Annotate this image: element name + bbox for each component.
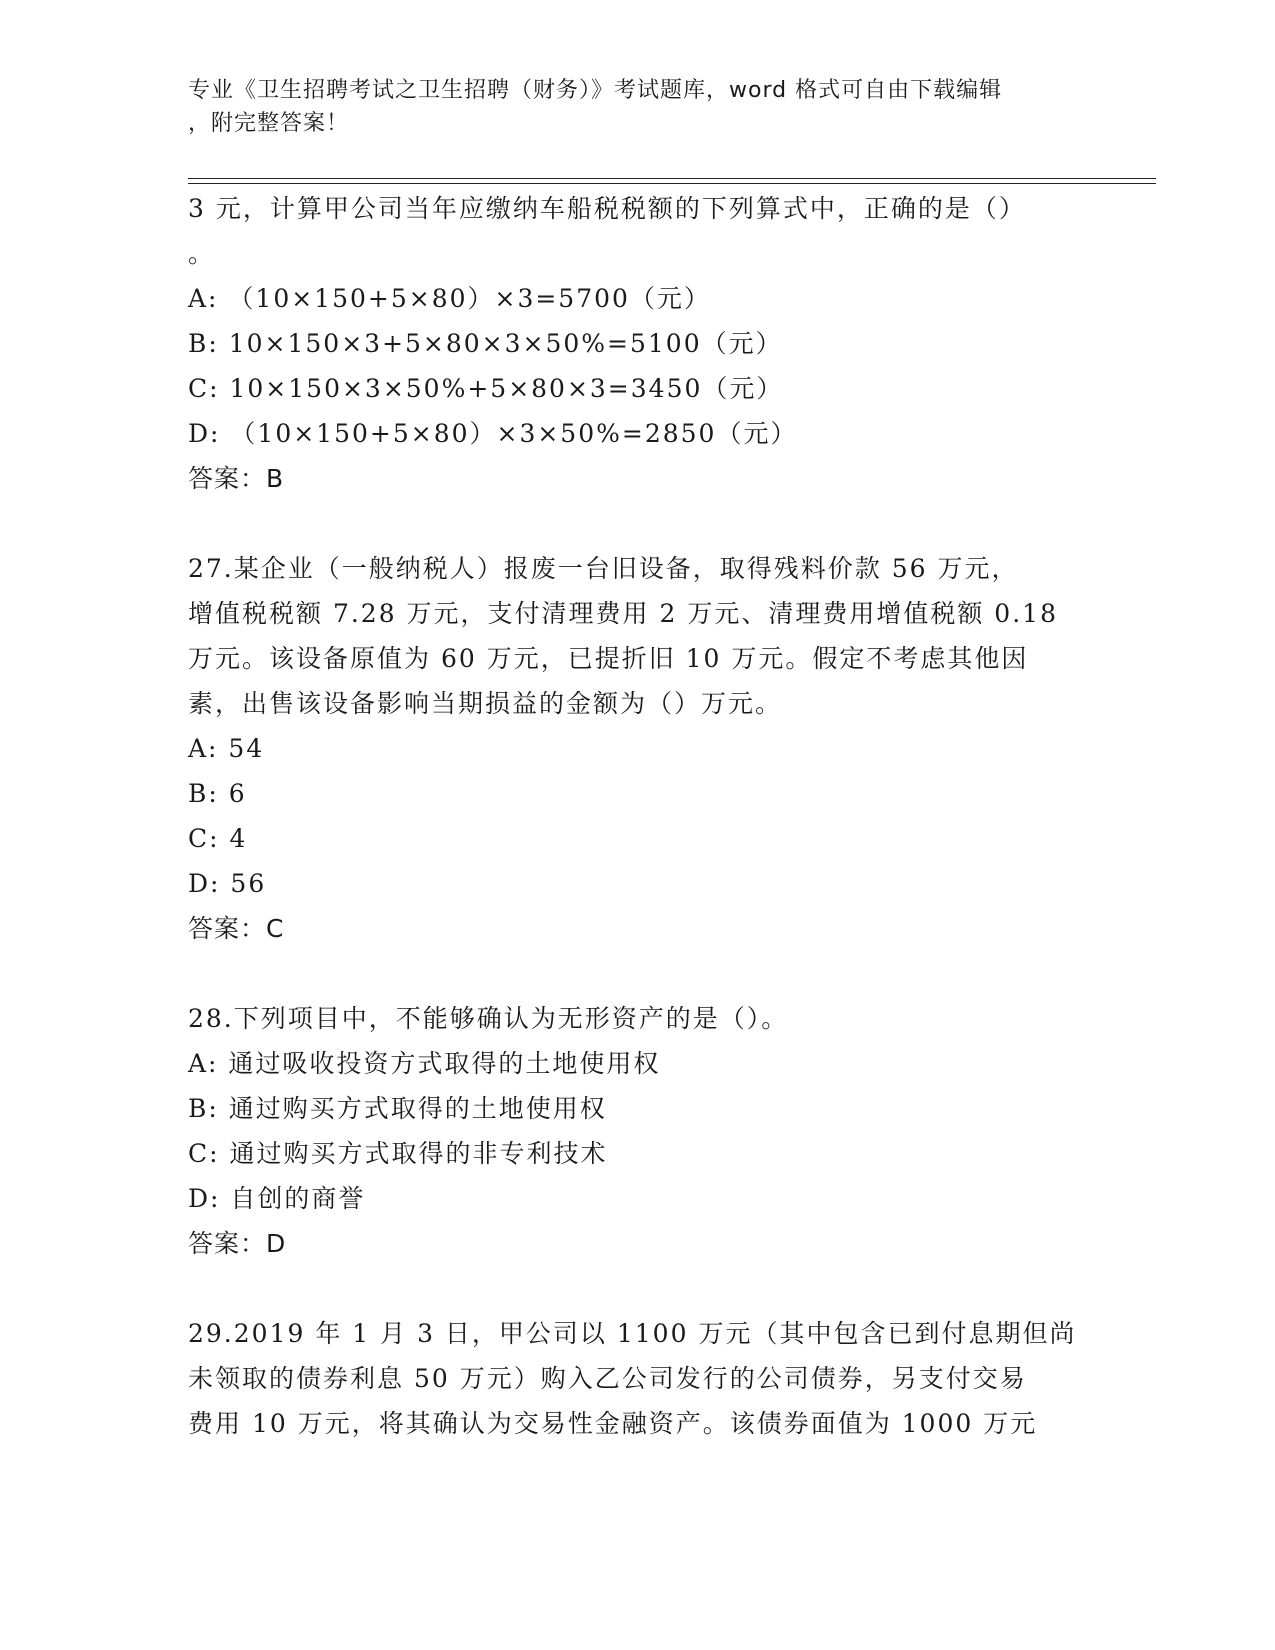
option-a: A: （10×150+5×80）×3=5700（元） <box>188 284 711 313</box>
option-a: A: 通过吸收投资方式取得的土地使用权 <box>188 1049 661 1078</box>
document-header <box>188 74 1068 140</box>
question-stem-line: 万元。该设备原值为 60 万元，已提折旧 10 万元。假定不考虑其他因 <box>188 644 1029 673</box>
question-29 <box>188 1311 1088 1446</box>
spacer <box>188 951 1088 996</box>
option-b: B: 通过购买方式取得的土地使用权 <box>188 1094 607 1123</box>
option-a: A: 54 <box>188 734 265 763</box>
answer-line: 答案：B <box>188 464 285 493</box>
question-stem-line: 素，出售该设备影响当期损益的金额为（）万元。 <box>188 689 783 718</box>
spacer <box>188 501 1088 546</box>
question-27 <box>188 546 1088 951</box>
question-stem-line: 费用 10 万元，将其确认为交易性金融资产。该债券面值为 1000 万元 <box>188 1409 1038 1438</box>
question-stem-line: 。 <box>188 239 216 268</box>
answer-line: 答案：C <box>188 914 285 943</box>
header-line-2: ，附完整答案！ <box>188 111 350 136</box>
question-stem-line: 3 元，计算甲公司当年应缴纳车船税税额的下列算式中，正确的是（） <box>188 194 1026 223</box>
question-stem-line: 28.下列项目中，不能够确认为无形资产的是（）。 <box>188 1004 789 1033</box>
header-rule-bottom <box>188 183 1156 184</box>
header-rule-top <box>188 178 1156 179</box>
option-d: D: （10×150+5×80）×3×50%=2850（元） <box>188 419 798 448</box>
question-stem-line: 未领取的债券利息 50 万元）购入乙公司发行的公司债券，另支付交易 <box>188 1364 1027 1393</box>
spacer <box>188 1266 1088 1311</box>
question-stem-line: 27.某企业（一般纳税人）报废一台旧设备，取得残料价款 56 万元， <box>188 554 1019 583</box>
question-stem-line: 增值税税额 7.28 万元，支付清理费用 2 万元、清理费用增值税额 0.18 <box>188 599 1058 628</box>
question-28 <box>188 996 1088 1266</box>
question-stem-line: 29.2019 年 1 月 3 日，甲公司以 1100 万元（其中包含已到付息期但尚 <box>188 1319 1077 1348</box>
option-c: C: 通过购买方式取得的非专利技术 <box>188 1139 608 1168</box>
option-b: B: 6 <box>188 779 247 808</box>
option-c: C: 10×150×3×50%+5×80×3=3450（元） <box>188 374 784 403</box>
option-d: D: 56 <box>188 869 267 898</box>
option-b: B: 10×150×3+5×80×3×50%=5100（元） <box>188 329 783 358</box>
document-body <box>188 186 1088 1446</box>
option-d: D: 自创的商誉 <box>188 1184 366 1213</box>
header-line-1: 专业《卫生招聘考试之卫生招聘（财务）》考试题库，word 格式可自由下载编辑 <box>188 78 1003 103</box>
option-c: C: 4 <box>188 824 248 853</box>
answer-line: 答案：D <box>188 1229 287 1258</box>
question-26 <box>188 186 1088 501</box>
